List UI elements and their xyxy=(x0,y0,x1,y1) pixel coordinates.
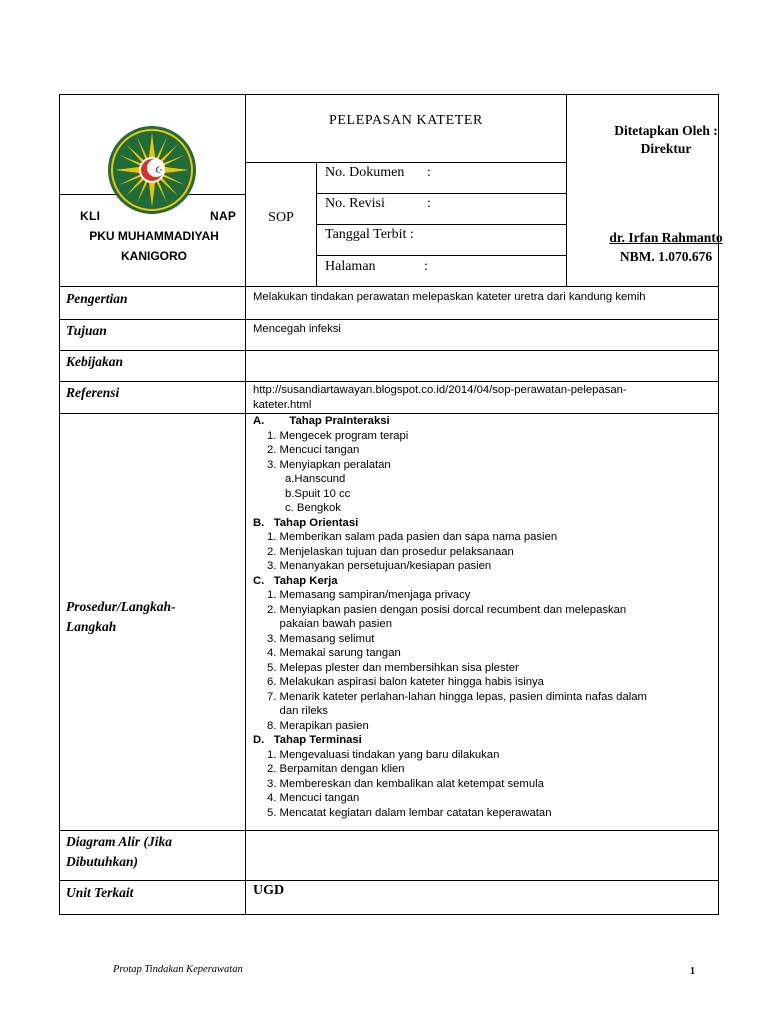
list-item: 3. Menanyakan persetujuan/kesiapan pasien xyxy=(267,560,492,572)
field-label: No. Revisi xyxy=(325,196,385,211)
page-number: 1 xyxy=(690,966,695,977)
list-item: 4. Memakai sarung tangan xyxy=(267,647,401,659)
footer-title: Protap Tindakan Keperawatan xyxy=(113,964,243,975)
label-prosedur xyxy=(66,597,176,637)
text-pengertian: Melakukan tindakan perawatan melepaskan kateter uretra dari kandung kemih xyxy=(253,291,646,303)
referensi-line1: http://susandiartawayan.blogspot.co.id/2014/04/sop-perawatan-pelepasan- xyxy=(253,384,627,396)
procedure-list xyxy=(253,414,647,820)
clinic-logo xyxy=(107,125,197,215)
list-item: 8. Merapikan pasien xyxy=(267,719,369,732)
signer-name: dr. Irfan Rahmanto xyxy=(609,230,723,245)
prosedur-label-line1: Prosedur/Langkah- xyxy=(66,599,176,614)
signer-block xyxy=(566,228,766,266)
section-title-b: B. Tahap Orientasi xyxy=(253,516,359,529)
list-item: 1. Memasang sampiran/menjaga privacy xyxy=(267,589,471,601)
label-pengertian: Pengertian xyxy=(66,291,128,306)
clinic-line3: KANIGORO xyxy=(121,249,187,263)
list-item: 1. Mengevaluasi tindakan yang baru dilakukan xyxy=(267,748,500,761)
field-no-revisi xyxy=(325,196,431,212)
approval-block xyxy=(566,122,766,158)
approved-by-label: Ditetapkan Oleh : xyxy=(614,123,718,138)
text-tujuan: Mencegah infeksi xyxy=(253,323,341,335)
svg-text:☪: ☪ xyxy=(155,166,164,176)
field-value: : xyxy=(427,165,431,180)
clinic-line1-start: KLI xyxy=(80,209,101,223)
list-item: 3. Membereskan dan kembalikan alat ketempat semula xyxy=(267,777,544,790)
list-item: dan rileks xyxy=(267,705,328,717)
list-item: 2. Menjelaskan tujuan dan prosedur pelaksanaan xyxy=(267,545,514,558)
label-diagram-alir xyxy=(66,832,172,872)
field-value: : xyxy=(427,196,431,211)
section-title-a: A. Tahap PraInteraksi xyxy=(253,415,390,427)
field-label: No. Dokumen xyxy=(325,165,405,180)
label-referensi: Referensi xyxy=(66,385,120,400)
field-halaman xyxy=(325,259,428,275)
clinic-name xyxy=(62,206,246,266)
label-unit-terkait: Unit Terkait xyxy=(66,885,134,900)
document-title: PELEPASAN KATETER xyxy=(329,113,483,128)
list-item: 5. Mencatat kegiatan dalam lembar catatan keperawatan xyxy=(267,806,552,819)
field-tanggal-terbit xyxy=(325,227,414,243)
sub-item: b.Spuit 10 cc xyxy=(285,487,351,500)
list-item: 7. Menarik kateter perlahan-lahan hingga lepas, pasien diminta nafas dalam xyxy=(267,690,647,703)
diagram-label-line2: Dibutuhkan) xyxy=(66,854,139,869)
sop-label: SOP xyxy=(268,210,294,225)
sub-item: a.Hanscund xyxy=(285,473,346,485)
list-item: 1. Mengecek program terapi xyxy=(267,429,409,442)
list-item: 2. Berpamitan dengan klien xyxy=(267,763,405,775)
field-label: Halaman xyxy=(325,259,376,274)
clinic-line1-end: NAP xyxy=(210,209,237,223)
section-title-d: D. Tahap Terminasi xyxy=(253,734,362,746)
list-item: 2. Mencuci tangan xyxy=(267,444,360,456)
list-item: 3. Memasang selimut xyxy=(267,632,375,645)
field-value: : xyxy=(424,259,428,274)
diagram-label-line1: Diagram Alir (Jika xyxy=(66,834,173,849)
field-label: Tanggal Terbit : xyxy=(325,227,414,242)
list-item: 3. Menyiapkan peralatan xyxy=(267,458,391,471)
referensi-line2: kateter.html xyxy=(253,398,312,411)
list-item: 4. Mencuci tangan xyxy=(267,792,360,804)
list-item: 1. Memberikan salam pada pasien dan sapa nama pasien xyxy=(267,531,558,543)
list-item: 2. Menyiapkan pasien dengan posisi dorcal recumbent dan melepaskan xyxy=(267,603,627,616)
signer-nbm: NBM. 1.070.676 xyxy=(619,249,713,264)
clinic-line2: PKU MUHAMMADIYAH xyxy=(89,229,219,243)
sub-item: c. Bengkok xyxy=(285,502,341,514)
list-item: pakaian bawah pasien xyxy=(267,618,392,630)
text-referensi xyxy=(253,383,627,412)
field-no-dokumen xyxy=(325,165,431,181)
list-item: 5. Melepas plester dan membersihkan sisa plester xyxy=(267,661,519,674)
approved-by-role: Direktur xyxy=(640,141,692,156)
label-tujuan: Tujuan xyxy=(66,323,107,338)
label-kebijakan: Kebijakan xyxy=(66,354,124,369)
list-item: 6. Melakukan aspirasi balon kateter hingga habis isinya xyxy=(267,676,544,688)
prosedur-label-line2: Langkah xyxy=(66,619,117,634)
text-unit-terkait: UGD xyxy=(253,883,285,898)
section-title-c: C. Tahap Kerja xyxy=(253,574,338,587)
